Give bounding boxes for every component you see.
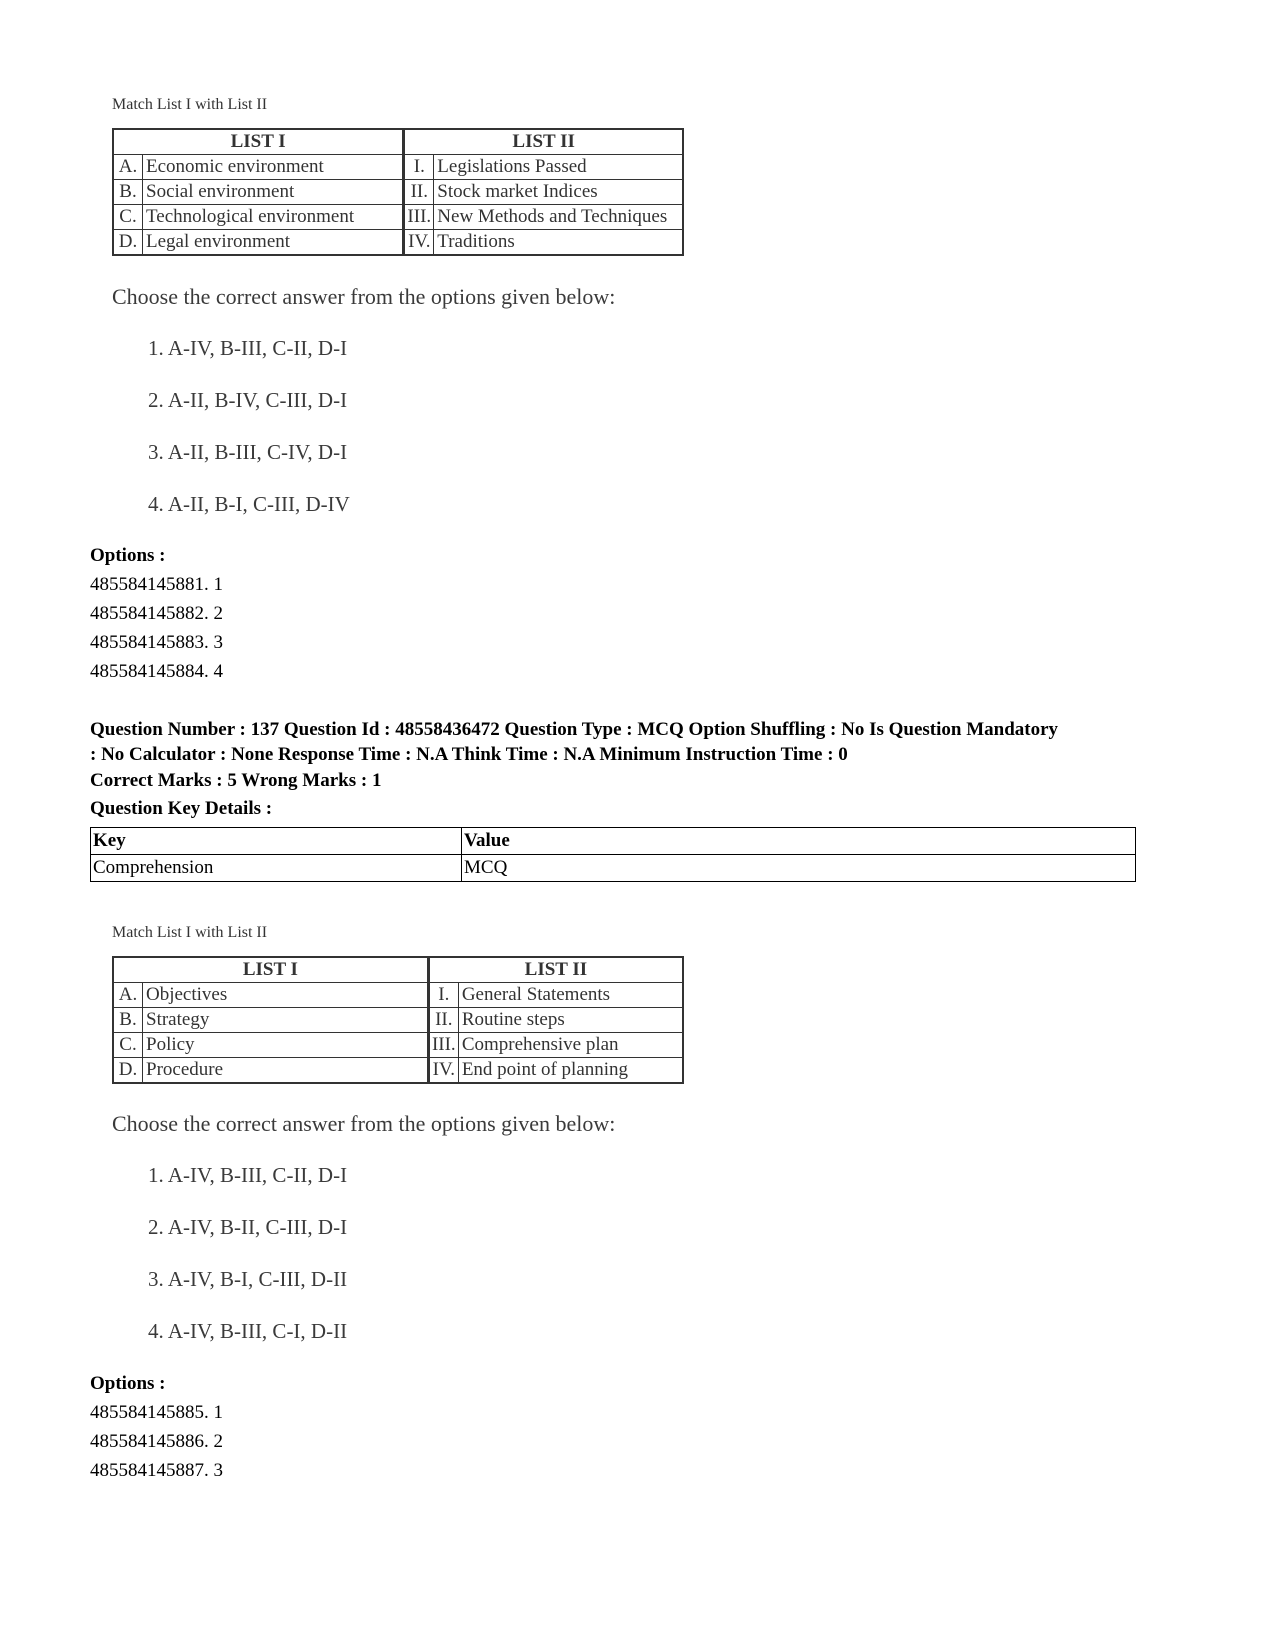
q2-key-table bbox=[90, 827, 1136, 882]
q1-row-a-list1: Economic environment bbox=[143, 155, 404, 180]
q2-prompt: Match List I with List II bbox=[112, 924, 268, 941]
q1-row-b-label: B. bbox=[113, 180, 143, 205]
q2-match-table-wrap bbox=[112, 956, 712, 1084]
q2-row-b-numeral: II. bbox=[428, 1008, 458, 1033]
q2-answer-1: 1. A-IV, B-III, C-II, D-I bbox=[148, 1163, 348, 1187]
table-row bbox=[113, 983, 683, 1008]
q2-table-header-row bbox=[113, 957, 683, 983]
table-row bbox=[113, 180, 683, 205]
q1-row-d-numeral: IV. bbox=[404, 230, 434, 256]
q2-key-details-label: Question Key Details : bbox=[90, 798, 273, 819]
q1-row-c-label: C. bbox=[113, 205, 143, 230]
q1-row-a-numeral: I. bbox=[404, 155, 434, 180]
q1-prompt: Match List I with List II bbox=[112, 96, 268, 113]
q2-option-2: 485584145886. 2 bbox=[90, 1431, 223, 1452]
table-row bbox=[91, 855, 1136, 882]
q2-list1-header: LIST I bbox=[113, 957, 428, 983]
q1-list2-header: LIST II bbox=[404, 129, 683, 155]
q1-row-c-list1: Technological environment bbox=[143, 205, 404, 230]
table-row bbox=[113, 1033, 683, 1058]
q2-row-b-label: B. bbox=[113, 1008, 143, 1033]
q2-options-label: Options : bbox=[90, 1373, 166, 1394]
q1-row-a-label: A. bbox=[113, 155, 143, 180]
table-row bbox=[113, 1058, 683, 1084]
q2-choose-text: Choose the correct answer from the options given below: bbox=[112, 1111, 616, 1136]
q1-row-c-numeral: III. bbox=[404, 205, 434, 230]
q1-option-1: 485584145881. 1 bbox=[90, 574, 223, 595]
q1-option-3: 485584145883. 3 bbox=[90, 632, 223, 653]
q2-row-c-list1: Policy bbox=[143, 1033, 429, 1058]
q2-option-3: 485584145887. 3 bbox=[90, 1460, 223, 1481]
q2-row-b-list1: Strategy bbox=[143, 1008, 429, 1033]
q2-row-d-list1: Procedure bbox=[143, 1058, 429, 1084]
q1-match-table bbox=[112, 128, 684, 256]
q2-key-cell: Comprehension bbox=[91, 855, 462, 882]
q1-row-d-list1: Legal environment bbox=[143, 230, 404, 256]
q2-row-d-numeral: IV. bbox=[428, 1058, 458, 1084]
q2-marks: Correct Marks : 5 Wrong Marks : 1 bbox=[90, 770, 382, 791]
q2-row-c-list2: Comprehensive plan bbox=[458, 1033, 683, 1058]
q2-meta-line-2: : No Calculator : None Response Time : N.A Think Time : N.A Minimum Instruction Time : 0 bbox=[90, 744, 848, 765]
q1-row-d-list2: Traditions bbox=[434, 230, 683, 256]
q1-options-label: Options : bbox=[90, 545, 166, 566]
q1-answer-3: 3. A-II, B-III, C-IV, D-I bbox=[148, 440, 348, 464]
table-row bbox=[113, 155, 683, 180]
q1-options bbox=[90, 542, 223, 686]
q2-key-table-header bbox=[91, 828, 1136, 855]
q1-option-4: 485584145884. 4 bbox=[90, 661, 223, 682]
q2-row-d-label: D. bbox=[113, 1058, 143, 1084]
q2-key-header: Key bbox=[91, 828, 462, 855]
q2-value-cell: MCQ bbox=[462, 855, 1136, 882]
q2-row-d-list2: End point of planning bbox=[458, 1058, 683, 1084]
q2-option-1: 485584145885. 1 bbox=[90, 1402, 223, 1423]
q1-table-header-row bbox=[113, 129, 683, 155]
table-row bbox=[113, 205, 683, 230]
q2-value-header: Value bbox=[462, 828, 1136, 855]
q1-row-d-label: D. bbox=[113, 230, 143, 256]
table-row bbox=[113, 230, 683, 256]
q1-match-table-wrap bbox=[112, 128, 712, 256]
q2-row-a-list2: General Statements bbox=[458, 983, 683, 1008]
q2-answer-4: 4. A-IV, B-III, C-I, D-II bbox=[148, 1319, 348, 1343]
q2-list2-header: LIST II bbox=[428, 957, 683, 983]
q1-row-b-list1: Social environment bbox=[143, 180, 404, 205]
q2-row-a-list1: Objectives bbox=[143, 983, 429, 1008]
q1-row-a-list2: Legislations Passed bbox=[434, 155, 683, 180]
q1-answer-2: 2. A-II, B-IV, C-III, D-I bbox=[148, 388, 348, 412]
q1-choose-text: Choose the correct answer from the options given below: bbox=[112, 284, 616, 309]
table-row bbox=[113, 1008, 683, 1033]
q2-row-a-numeral: I. bbox=[428, 983, 458, 1008]
q1-row-b-numeral: II. bbox=[404, 180, 434, 205]
q2-match-table bbox=[112, 956, 684, 1084]
q2-meta-line-1: Question Number : 137 Question Id : 48558436472 Question Type : MCQ Option Shuffling : No Is Question Mandatory bbox=[90, 719, 1059, 740]
q2-row-c-label: C. bbox=[113, 1033, 143, 1058]
q2-row-b-list2: Routine steps bbox=[458, 1008, 683, 1033]
q1-answer-1: 1. A-IV, B-III, C-II, D-I bbox=[148, 336, 348, 360]
q2-answer-2: 2. A-IV, B-II, C-III, D-I bbox=[148, 1215, 348, 1239]
q2-row-a-label: A. bbox=[113, 983, 143, 1008]
q1-list1-header: LIST I bbox=[113, 129, 404, 155]
q2-options bbox=[90, 1370, 223, 1485]
q2-answer-3: 3. A-IV, B-I, C-III, D-II bbox=[148, 1267, 348, 1291]
q1-answer-4: 4. A-II, B-I, C-III, D-IV bbox=[148, 492, 350, 516]
q1-row-b-list2: Stock market Indices bbox=[434, 180, 683, 205]
q2-meta bbox=[90, 717, 1150, 823]
q1-row-c-list2: New Methods and Techniques bbox=[434, 205, 683, 230]
q1-option-2: 485584145882. 2 bbox=[90, 603, 223, 624]
q2-row-c-numeral: III. bbox=[428, 1033, 458, 1058]
